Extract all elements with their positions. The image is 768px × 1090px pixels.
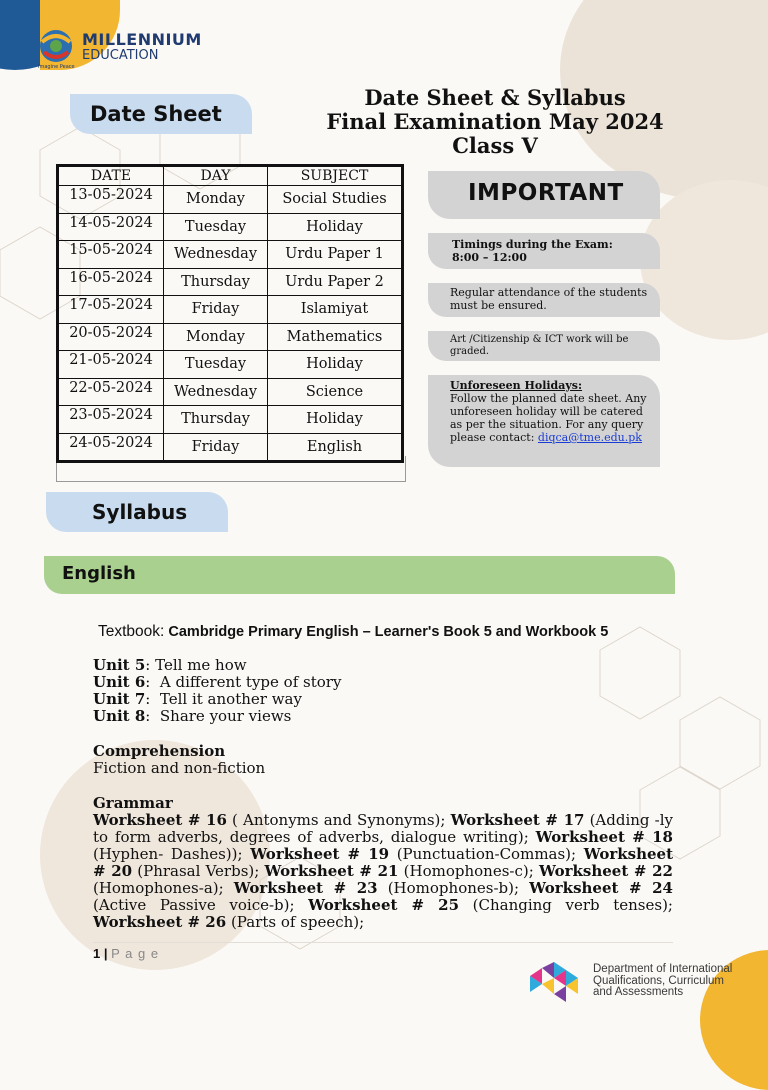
worksheet-label: Worksheet # 18 (535, 828, 673, 846)
worksheet-topic: ( Antonyms and Synonyms); (226, 811, 451, 829)
date-cell: 15-05-2024 (58, 241, 164, 269)
date-cell: 23-05-2024 (58, 406, 164, 434)
table-row (58, 433, 403, 462)
worksheet-topic: (Homophones-b); (377, 879, 530, 897)
unit-item: Unit 6: A different type of story (93, 673, 342, 691)
worksheet-label: Worksheet # 22 (538, 862, 673, 880)
table-row (58, 323, 403, 351)
subject-cell: Mathematics (268, 323, 403, 351)
subject-cell: Holiday (268, 406, 403, 434)
date-cell: 22-05-2024 (58, 378, 164, 406)
day-cell: Friday (164, 296, 268, 324)
grammar-block (93, 795, 673, 931)
date-cell: 21-05-2024 (58, 351, 164, 379)
date-sheet-heading: Date Sheet (70, 94, 252, 134)
unit-item: Unit 7: Tell it another way (93, 690, 302, 708)
dept-logo-icon (520, 958, 590, 1004)
important-heading: IMPORTANT (428, 171, 660, 219)
title-line3: Class V (452, 133, 538, 158)
worksheet-topic: (Active Passive voice-b); (93, 896, 309, 914)
worksheet-label: Worksheet # 25 (308, 896, 460, 914)
date-sheet-table (56, 164, 404, 463)
day-cell: Thursday (164, 268, 268, 296)
date-cell: 13-05-2024 (58, 186, 164, 214)
units-list (93, 657, 341, 725)
day-cell: Wednesday (164, 378, 268, 406)
syllabus-heading: Syllabus (46, 492, 228, 532)
holidays-label: Unforeseen Holidays: (450, 379, 583, 392)
attendance-note: Regular attendance of the students must be ensured. (428, 283, 660, 317)
timings-label: Timings during the Exam: (452, 238, 613, 251)
textbook-line (98, 623, 608, 641)
org-tagline: Imagine Peace (38, 64, 75, 70)
table-row (58, 213, 403, 241)
holidays-text: Follow the planned date sheet. Any unforeseen holiday will be catered as per the situation. For any query please contact: (450, 392, 647, 444)
comprehension-text: Fiction and non-fiction (93, 759, 266, 777)
grammar-worksheets (93, 812, 673, 931)
textbook-value: Cambridge Primary English – Learner's Book 5 and Workbook 5 (168, 624, 609, 640)
unit-item: Unit 5: Tell me how (93, 656, 247, 674)
timings-value: 8:00 – 12:00 (452, 251, 527, 264)
textbook-label: Textbook: (98, 623, 165, 640)
table-row (58, 378, 403, 406)
worksheet-topic: (Changing verb tenses); (459, 896, 673, 914)
date-cell: 16-05-2024 (58, 268, 164, 296)
worksheet-label: Worksheet # 26 (93, 913, 227, 931)
day-cell: Monday (164, 323, 268, 351)
worksheet-label: Worksheet # 24 (529, 879, 673, 897)
timings-note (428, 233, 660, 269)
page-word: P a g e (111, 946, 160, 961)
day-cell: Wednesday (164, 241, 268, 269)
org-name-line2: EDUCATION (82, 48, 159, 63)
table-row (58, 241, 403, 269)
worksheet-topic: (Homophones-a); (93, 879, 234, 897)
page-title (300, 86, 690, 158)
date-cell: 24-05-2024 (58, 433, 164, 462)
title-line1: Date Sheet & Syllabus (364, 85, 626, 110)
comprehension-heading: Comprehension (93, 742, 226, 760)
subject-cell: Islamiyat (268, 296, 403, 324)
globe-logo-icon (36, 28, 76, 68)
table-row (58, 186, 403, 214)
footer-divider (93, 942, 673, 943)
subject-cell: Urdu Paper 1 (268, 241, 403, 269)
worksheet-topic: (Punctuation-Commas); (389, 845, 584, 863)
day-cell: Thursday (164, 406, 268, 434)
table-row (58, 268, 403, 296)
worksheet-label: Worksheet # 16 (93, 811, 227, 829)
day-cell: Friday (164, 433, 268, 462)
table-row (58, 351, 403, 379)
worksheet-label: Worksheet # 19 (250, 845, 390, 863)
comprehension-block (93, 743, 265, 777)
subject-cell: Urdu Paper 2 (268, 268, 403, 296)
worksheet-label: Worksheet # 20 (93, 845, 673, 880)
table-header-row (58, 166, 403, 186)
art-note: Art /Citizenship & ICT work will be graded. (428, 331, 660, 361)
header-date: DATE (58, 166, 164, 186)
table-row (58, 296, 403, 324)
logo (36, 28, 206, 68)
page-number: 1 | P a g e (93, 946, 160, 961)
worksheet-topic: (Hyphen- Dashes)); (93, 845, 251, 863)
worksheet-label: Worksheet # 17 (450, 811, 585, 829)
table-row (58, 406, 403, 434)
org-name-line1: MILLENNIUM (82, 30, 202, 49)
title-line2: Final Examination May 2024 (326, 109, 664, 134)
subject-cell: English (268, 433, 403, 462)
dept-name: Department of International Qualifications, Curriculum and Assessments (593, 963, 733, 998)
date-cell: 20-05-2024 (58, 323, 164, 351)
date-cell: 14-05-2024 (58, 213, 164, 241)
english-section-bar: English (44, 556, 675, 594)
header-day: DAY (164, 166, 268, 186)
subject-cell: Holiday (268, 213, 403, 241)
worksheet-topic: (Phrasal Verbs); (132, 862, 265, 880)
holidays-note (428, 375, 660, 467)
subject-cell: Social Studies (268, 186, 403, 214)
unit-item: Unit 8: Share your views (93, 707, 292, 725)
worksheet-label: Worksheet # 23 (233, 879, 378, 897)
worksheet-label: Worksheet # 21 (264, 862, 399, 880)
worksheet-topic: (Homophones-c); (398, 862, 539, 880)
day-cell: Monday (164, 186, 268, 214)
contact-email-link[interactable]: diqca@tme.edu.pk (537, 431, 642, 444)
grammar-heading: Grammar (93, 794, 173, 812)
worksheet-topic: (Parts of speech); (226, 913, 365, 931)
day-cell: Tuesday (164, 351, 268, 379)
subject-cell: Science (268, 378, 403, 406)
header-subject: SUBJECT (268, 166, 403, 186)
worksheet-topic: (Adding -ly to form adverbs, degrees of adverbs, dialogue writing); (93, 811, 673, 846)
day-cell: Tuesday (164, 213, 268, 241)
date-cell: 17-05-2024 (58, 296, 164, 324)
subject-cell: Holiday (268, 351, 403, 379)
